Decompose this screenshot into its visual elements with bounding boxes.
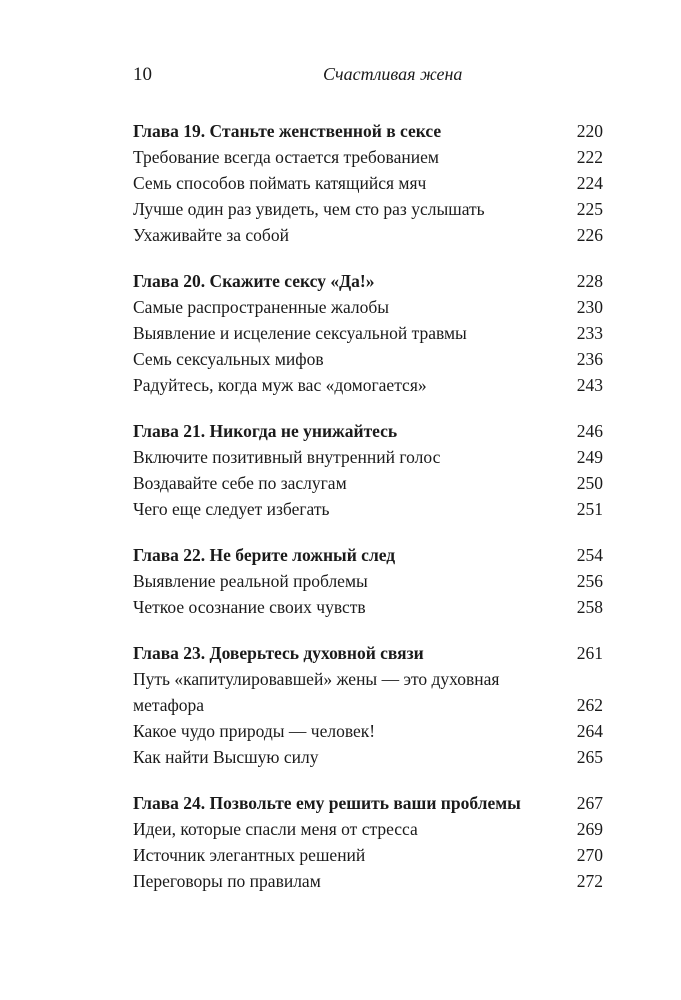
chapter-block: [133, 542, 603, 620]
toc-entry-title: Выявление реальной проблемы: [133, 571, 368, 591]
toc-entry-page-number: 233: [576, 323, 603, 343]
chapter-heading: [133, 542, 603, 568]
toc-entry-title: Самые распространенные жалобы: [133, 297, 390, 317]
chapter-block: [133, 640, 603, 770]
toc-entry-title: Семь сексуальных мифов: [133, 349, 324, 369]
chapter-heading: [133, 118, 603, 144]
chapter-title: Глава 21. Никогда не унижайтесь: [133, 421, 398, 441]
chapter-title: Глава 24. Позвольте ему решить ваши проблемы: [133, 793, 521, 813]
toc-entry: [133, 816, 603, 842]
toc-entry-page-number: 269: [576, 819, 603, 839]
toc-entry: [133, 444, 603, 470]
chapter-title: Глава 23. Доверьтесь духовной связи: [133, 643, 424, 663]
running-title: Счастливая жена: [323, 64, 463, 84]
toc-entry-title: Идеи, которые спасли меня от стресса: [133, 819, 418, 839]
toc-entry-page-number: 224: [576, 173, 603, 193]
table-of-contents: [133, 118, 603, 914]
toc-entry-title: Ухаживайте за собой: [133, 225, 289, 245]
toc-entry-page-number: 222: [576, 147, 603, 167]
toc-entry-title: Выявление и исцеление сексуальной травмы: [133, 323, 467, 343]
chapter-heading: [133, 790, 603, 816]
toc-entry-title: Чего еще следует избегать: [133, 499, 330, 519]
toc-entry-page-number: 225: [576, 199, 603, 219]
chapter-block: [133, 790, 603, 894]
toc-entry: [133, 320, 603, 346]
chapter-title: Глава 20. Скажите сексу «Да!»: [133, 271, 375, 291]
toc-entry: [133, 868, 603, 894]
toc-entry-title: Требование всегда остается требованием: [133, 147, 439, 167]
toc-entry-title: Как найти Высшую силу: [133, 747, 319, 767]
toc-entry: [133, 594, 603, 620]
toc-entry-title: Источник элегантных решений: [133, 845, 366, 865]
chapter-block: [133, 418, 603, 522]
chapter-page-number: 228: [576, 271, 603, 291]
toc-entry: [133, 568, 603, 594]
toc-entry-page-number: 256: [576, 571, 603, 591]
page-number: 10: [133, 64, 152, 85]
chapter-block: [133, 118, 603, 248]
toc-entry-page-number: 262: [576, 695, 603, 715]
chapter-page-number: 246: [576, 421, 603, 441]
toc-entry-title: Переговоры по правилам: [133, 871, 321, 891]
running-head: [133, 64, 603, 88]
toc-entry: [133, 196, 603, 222]
toc-entry-page-number: 258: [576, 597, 603, 617]
toc-entry: [133, 470, 603, 496]
chapter-title: Глава 22. Не берите ложный след: [133, 545, 396, 565]
toc-entry-page-number: 272: [576, 871, 603, 891]
toc-entry-page-number: 236: [576, 349, 603, 369]
chapter-page-number: 267: [576, 793, 603, 813]
toc-entry-title: Семь способов поймать катящийся мяч: [133, 173, 427, 193]
toc-entry: [133, 170, 603, 196]
chapter-heading: [133, 640, 603, 666]
toc-entry: [133, 496, 603, 522]
chapter-page-number: 220: [576, 121, 603, 141]
chapter-page-number: 254: [576, 545, 603, 565]
toc-entry: [133, 842, 603, 868]
toc-entry-title: Включите позитивный внутренний голос: [133, 447, 441, 467]
chapter-heading: [133, 268, 603, 294]
toc-entry-title: Путь «капитулировавшей» жены — это духовная метафора: [133, 669, 500, 715]
toc-entry: [133, 346, 603, 372]
toc-entry-title: Воздавайте себе по заслугам: [133, 473, 347, 493]
toc-entry-page-number: 243: [576, 375, 603, 395]
toc-entry: [133, 144, 603, 170]
toc-entry: [133, 744, 603, 770]
toc-entry-title: Четкое осознание своих чувств: [133, 597, 366, 617]
toc-entry-page-number: 270: [576, 845, 603, 865]
chapter-block: [133, 268, 603, 398]
toc-entry-page-number: 226: [576, 225, 603, 245]
toc-entry-title: Какое чудо природы — человек!: [133, 721, 376, 741]
toc-entry-title: Радуйтесь, когда муж вас «домогается»: [133, 375, 427, 395]
toc-entry-page-number: 251: [576, 499, 603, 519]
chapter-page-number: 261: [576, 643, 603, 663]
chapter-heading: [133, 418, 603, 444]
toc-entry: [133, 294, 603, 320]
toc-entry-page-number: 265: [576, 747, 603, 767]
toc-entry-page-number: 250: [576, 473, 603, 493]
toc-entry-page-number: 264: [576, 721, 603, 741]
toc-entry: [133, 372, 603, 398]
toc-entry-page-number: 230: [576, 297, 603, 317]
toc-entry-page-number: 249: [576, 447, 603, 467]
chapter-title: Глава 19. Станьте женственной в сексе: [133, 121, 442, 141]
toc-entry: [133, 222, 603, 248]
toc-entry: [133, 666, 603, 718]
toc-entry: [133, 718, 603, 744]
toc-entry-title: Лучше один раз увидеть, чем сто раз услышать: [133, 199, 485, 219]
